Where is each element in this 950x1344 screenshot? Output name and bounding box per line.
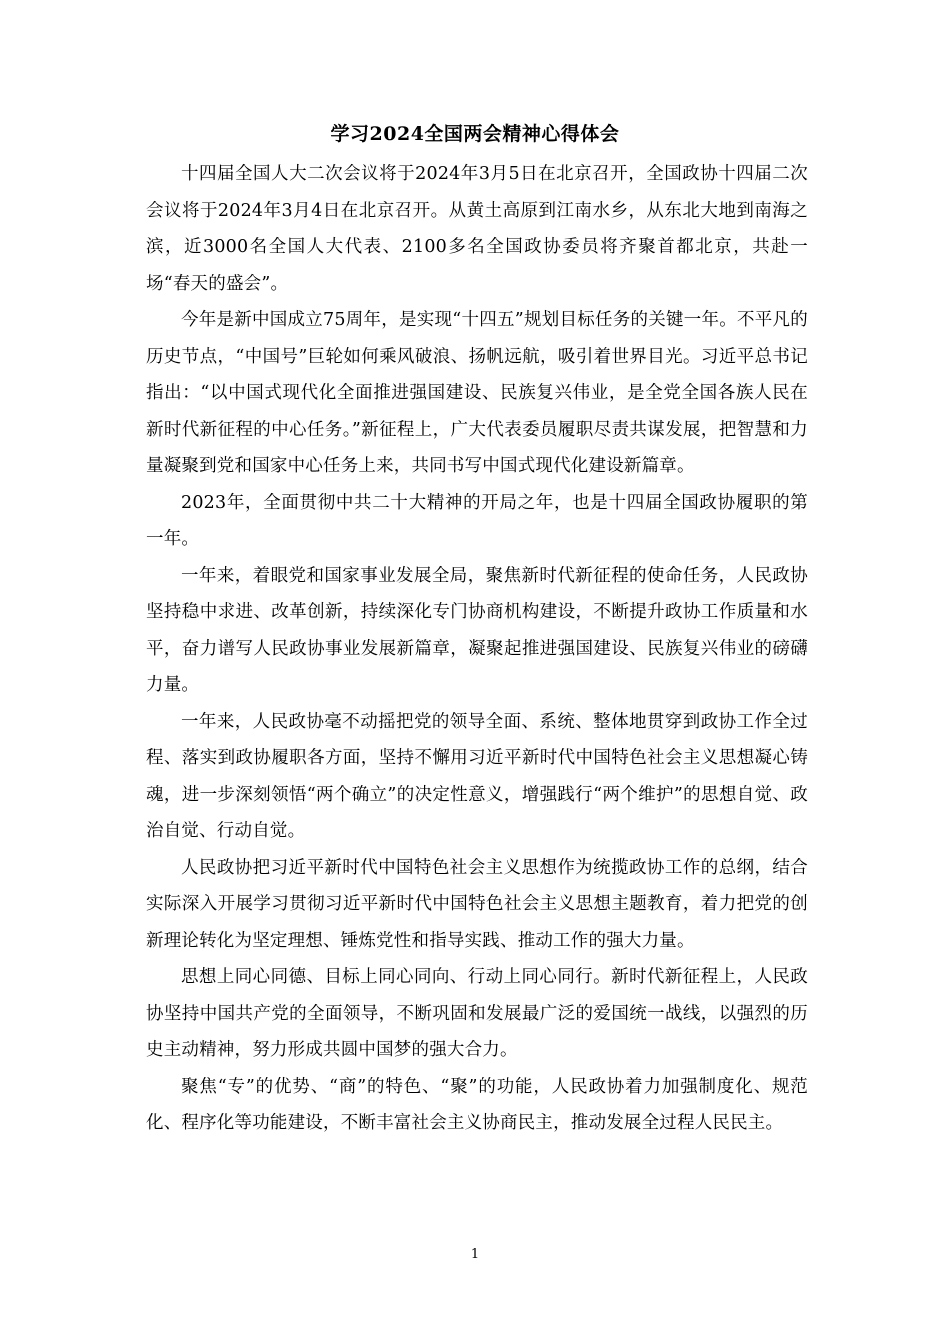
paragraph-1: 十四届全国人大二次会议将于2024年3月5日在北京召开，全国政协十四届二次会议将于2024年3月4日在北京召开。从黄土高原到江南水乡，从东北大地到南海之滨，近3000名全国人大代表、2100多名全国政协委员将齐聚首都北京，共赴一场“春天的盛会”。 xyxy=(146,164,808,294)
document-title: 学习2024全国两会精神心得体会 xyxy=(330,123,620,145)
paragraph-7: 思想上同心同德、目标上同心同向、行动上同心同行。新时代新征程上，人民政协坚持中国共产党的全面领导，不断巩固和发展最广泛的爱国统一战线，以强烈的历史主动精神，努力形成共圆中国梦的强大合力。 xyxy=(146,967,808,1060)
paragraph-3: 2023年，全面贯彻中共二十大精神的开局之年，也是十四届全国政协履职的第一年。 xyxy=(146,492,808,549)
paragraph-5: 一年来，人民政协毫不动摇把党的领导全面、系统、整体地贯穿到政协工作全过程、落实到政协履职各方面，坚持不懈用习近平新时代中国特色社会主义思想凝心铸魂，进一步深刻领悟“两个确立”的决定性意义，增强践行“两个维护”的思想自觉、政治自觉、行动自觉。 xyxy=(146,711,808,841)
document-body xyxy=(146,156,808,1142)
paragraph-2: 今年是新中国成立75周年，是实现“十四五”规划目标任务的关键一年。不平凡的历史节点，“中国号”巨轮如何乘风破浪、扬帆远航，吸引着世界目光。习近平总书记指出：“以中国式现代化全面推进强国建设、民族复兴伟业，是全党全国各族人民在新时代新征程的中心任务。”新征程上，广大代表委员履职尽责共谋发展，把智慧和力量凝聚到党和国家中心任务上来，共同书写中国式现代化建设新篇章。 xyxy=(146,310,808,476)
page-number: 1 xyxy=(470,1247,480,1262)
paragraph-4: 一年来，着眼党和国家事业发展全局，聚焦新时代新征程的使命任务，人民政协坚持稳中求进、改革创新，持续深化专门协商机构建设，不断提升政协工作质量和水平，奋力谱写人民政协事业发展新篇章，凝聚起推进强国建设、民族复兴伟业的磅礴力量。 xyxy=(146,565,808,695)
paragraph-8: 聚焦“专”的优势、“商”的特色、“聚”的功能，人民政协着力加强制度化、规范化、程序化等功能建设，不断丰富社会主义协商民主，推动发展全过程人民民主。 xyxy=(146,1076,808,1133)
paragraph-6: 人民政协把习近平新时代中国特色社会主义思想作为统揽政协工作的总纲，结合实际深入开展学习贯彻习近平新时代中国特色社会主义思想主题教育，着力把党的创新理论转化为坚定理想、锤炼党性和指导实践、推动工作的强大力量。 xyxy=(146,857,808,951)
